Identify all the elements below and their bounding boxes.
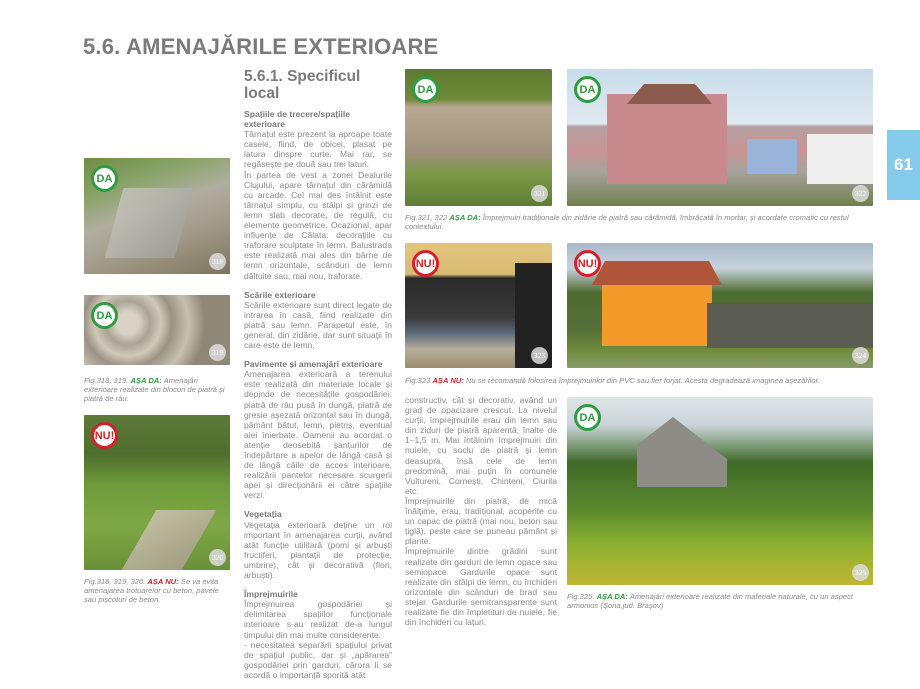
da-badge: DA bbox=[91, 302, 118, 329]
caption-321-322: Fig.321, 322 AȘA DA: Împrejmuiri tradiționale din zidărie de piatră sau cărămidă, îmbrăcată în mortar, și acordate cromatic cu restul contextului. bbox=[405, 213, 849, 231]
section-heading: Împrejmuirile bbox=[244, 589, 298, 600]
barn-shape bbox=[637, 417, 727, 487]
section-heading: Vegetația bbox=[244, 509, 282, 520]
section-scari: Scările exterioare Scările exterioare sunt direct legate de intrarea în casă, fiind realizate din piatră sau lemn. Parapetul este, în general, din zidărie, dar sunt situații în care este de lemn. bbox=[244, 289, 392, 351]
figure-number: 325 bbox=[852, 564, 869, 581]
body-text-column bbox=[244, 109, 392, 689]
da-badge: DA bbox=[91, 165, 118, 192]
nu-badge: NU! bbox=[574, 250, 601, 277]
section-spatii: Spațiile de trecere/spațiile exterioare Târnațul este prezent la aproape toate casele, fiind, de obicei, plasat pe latura dinspre curte. Mai rar, se regăsește pe două sau trei laturi. În partea de vest a zonei Dealurile Clujului, apare târnațul din cărămidă cu arcade. Cel mai des întâlnit este târnațul simplu, cu stâlpi și grinzi de lemn slab decorate, de regulă, cu elemente geometrice. Ocazional, apar influențe de Călata: decorațiile cu traforare sculptate în lemn. Balustrada este realizată mai ales din bârne de lemn orizontale, scânduri de lemn dăltuite sau, mai nou, traforate. bbox=[244, 109, 392, 281]
figure-number: 318 bbox=[209, 253, 226, 270]
da-badge: DA bbox=[574, 76, 601, 103]
paver-path-shape bbox=[122, 510, 217, 570]
figure-319 bbox=[84, 295, 230, 365]
da-badge: DA bbox=[412, 76, 439, 103]
caption-320: Fig.318, 319, 320. AȘA NU: Se va evita amenajarea trotuarelor cu beton, pavele sau pișcoturi de beton. bbox=[84, 577, 219, 604]
section-imprejmuirile: Împrejmuirile Împrejmuirea gospodăriei și delimitarea spațiilor funcționale interioare s-au realizat de-a lungul timpului din mai multe considerente: - necesitatea separării spațiului privat de spațiul public, dar și „apărarea” gospodăriei prin garduri, cărora li se acordă o importanță sporită atât bbox=[244, 589, 392, 680]
page-number: 61 bbox=[894, 155, 913, 174]
figure-number: 319 bbox=[209, 344, 226, 361]
section-heading: Scările exterioare bbox=[244, 289, 316, 300]
blue-house-shape bbox=[747, 139, 797, 174]
page-number-tab bbox=[887, 130, 920, 200]
continuation-text-column: constructiv, cât și decorativ, având un grad de opacizare crescut. La nivelul curții, împrejmuirile erau din lemn sau din ziduri de piatră aparentă, înalte de 1–1,5 m. Mai întâlnim împrejmuiri din nuiele, cu soclu de piatră și lemn deasupra, însă cele de lemn predomină, mai puțin în comunele Vultureni, Cornești, Chinteni, Ciurila etc. Împrejmuirile din piatră, de mică înălțime, erau, tradițional, acoperite cu un capac de piatră (mai nou, beton sau țiglă), peste care se puneau pământ și plante. Împrejmuirile dintre grădini sunt realizate din garduri de lemn opace sau semiopace. Gardurile opace sunt realizate din stâlpi de lemn, cu închideri orizontale din scânduri de brad sau stejar. Gardurile semitransparente sunt realizate fie din împletituri de nuiele, fie din închideri cu lațuri. bbox=[405, 395, 557, 628]
page-title: 5.6. AMENAJĂRILE EXTERIOARE bbox=[83, 34, 439, 59]
figure-number: 322 bbox=[852, 185, 869, 202]
section-heading: Spațiile de trecere/spațiile exterioare bbox=[244, 109, 351, 130]
caption-325: Fig.325. AȘA DA: Amenajări exterioare realizate din materiale naturale, cu un aspect armonios (Șona,jud. Brașov) bbox=[567, 592, 854, 610]
section-heading: Pavimente și amenajări exterioare bbox=[244, 359, 383, 370]
stone-wall-shape bbox=[105, 188, 194, 258]
nu-badge: NU! bbox=[91, 422, 118, 449]
figure-number: 320 bbox=[209, 549, 226, 566]
section-pavimente: Pavimente și amenajări exterioare Amenajarea exterioară a terenului este realizată din materiale locale și depinde de necesitățile gospodăriei: piatră de râu pusă în dungă, piatră de gresie așezată orizontal sau în dungă, pământ bătut, lemn, pietriș, eventual alei înierbate. Oamenii au acordat o atenție deosebită șanțurilor de îndepărtare a apelor de lângă casă și de lângă căile de acces interioare, realizării pantelor necesare scurgerii apei și direcționării ei către spațiile verzi. bbox=[244, 359, 392, 501]
da-label: AȘA DA: bbox=[596, 592, 628, 601]
figure-number: 324 bbox=[852, 347, 869, 364]
figure-number: 321 bbox=[531, 185, 548, 202]
roof-shape bbox=[627, 84, 712, 104]
section-subtitle: 5.6.1. Specificul local bbox=[244, 68, 361, 102]
figure-322 bbox=[567, 69, 873, 206]
figure-325 bbox=[567, 397, 873, 585]
white-wall-shape bbox=[807, 134, 873, 184]
caption-323: Fig.323 AȘA NU: Nu se recomandă folosirea împrejmuirilor din PVC sau fier forjat. Acesta degradează imaginea așezărilor. bbox=[405, 376, 820, 385]
figure-323 bbox=[405, 243, 552, 368]
da-label: AȘA DA: bbox=[449, 213, 481, 222]
roof-shape bbox=[592, 261, 722, 285]
nu-badge: NU! bbox=[412, 250, 439, 277]
figure-318 bbox=[84, 158, 230, 274]
nu-label: AȘA NU: bbox=[147, 577, 179, 586]
section-vegetatia: Vegetația Vegetația exterioară deține un rol important în amenajarea curții, având atât funcție utilitară (pomi și arbuști fructiferi, plantații de protecție, umbrire), cât și decorativă (flori, arbuști). bbox=[244, 509, 392, 581]
stone-fence-shape bbox=[707, 303, 873, 348]
da-badge: DA bbox=[574, 404, 601, 431]
orange-house-shape bbox=[602, 281, 712, 346]
figure-320 bbox=[84, 415, 230, 570]
nu-label: AȘA NU: bbox=[432, 376, 464, 385]
pink-house-shape bbox=[607, 94, 727, 184]
da-label: AȘA DA: bbox=[130, 376, 162, 385]
figure-321 bbox=[405, 69, 552, 206]
caption-318-319: Fig.318, 319. AȘA DA: Amenajări exterioare realizate din blocuri de piatră și piatră de râu. bbox=[84, 376, 225, 403]
figure-number: 323 bbox=[531, 347, 548, 364]
figure-324 bbox=[567, 243, 873, 368]
